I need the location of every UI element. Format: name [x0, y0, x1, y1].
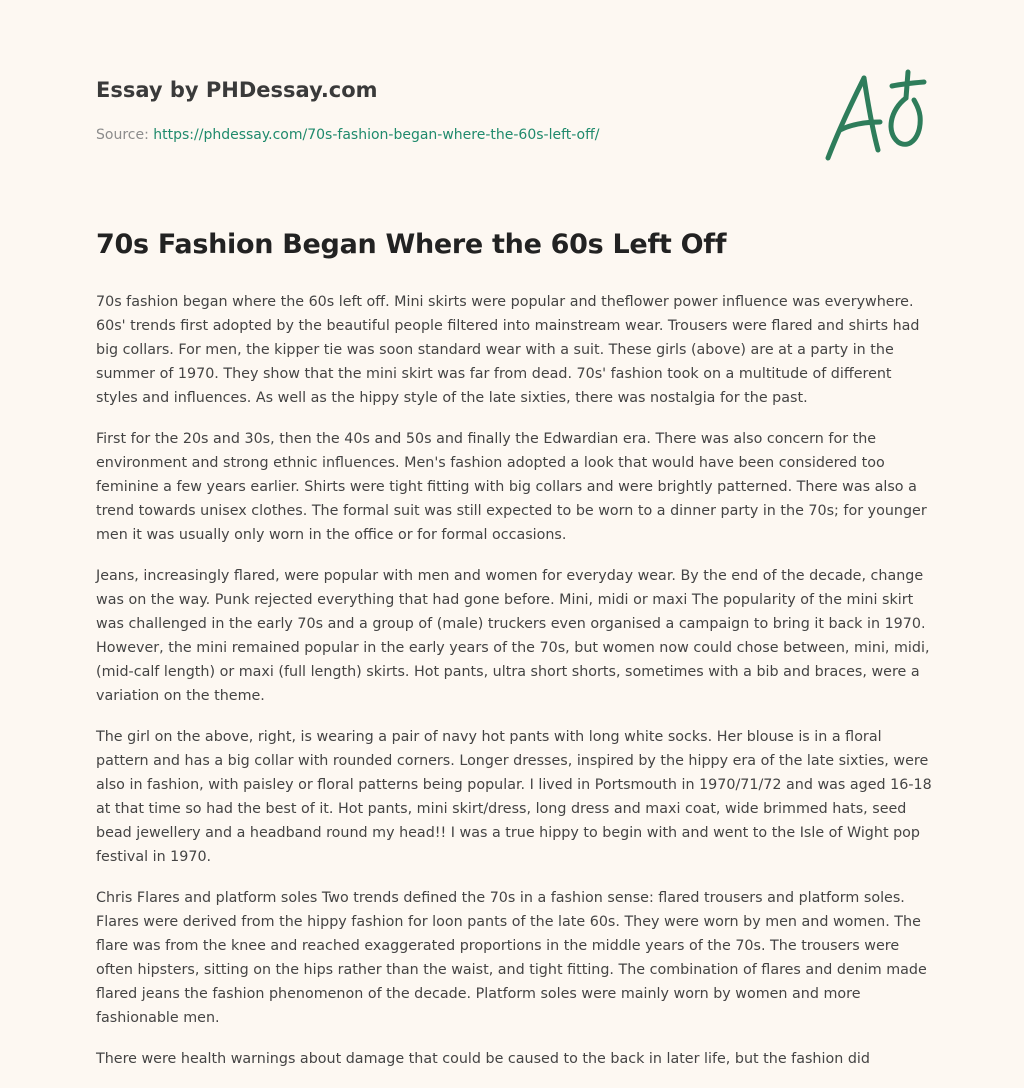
essay-paragraph: The girl on the above, right, is wearing a pair of navy hot pants with long white socks. Her blouse is in a floral pattern and has a big collar with rounded corners. Longer dresses, inspired by the hippy era of the late sixties, were also in fashion, with paisley or floral patterns being popular. I lived in Portsmouth in 1970/71/72 and was aged 16-18 at that time so had the best of it. Hot pants, mini skirt/dress, long dress and maxi coat, wide brimmed hats, seed bead jewellery and a headband round my head!! I was a true hippy to begin with and went to the Isle of Wight pop festival in 1970. [96, 729, 932, 865]
source-label: Source: [96, 127, 149, 143]
essay-paragraph: There were health warnings about damage that could be caused to the back in later life, but the fashion did [96, 1051, 870, 1067]
source-line [96, 125, 796, 145]
page-title: 70s Fashion Began Where the 60s Left Off [96, 229, 727, 260]
site-title: Essay by PHDessay.com [96, 78, 378, 102]
essay-paragraph: First for the 20s and 30s, then the 40s and 50s and finally the Edwardian era. There was also concern for the environment and strong ethnic influences. Men's fashion adopted a look that would have been considered too feminine a few years earlier. Shirts were tight fitting with big collars and were brightly patterned. There was also a trend towards unisex clothes. The formal suit was still expected to be worn to a dinner party in the 70s; for younger men it was usually only worn in the office or for formal occasions. [96, 431, 927, 543]
essay-paragraph: Chris Flares and platform soles Two trends defined the 70s in a fashion sense: flared trousers and platform soles. Flares were derived from the hippy fashion for loon pants of the late 60s. They were worn by men and women. The flare was from the knee and reached exaggerated proportions in the middle years of the 70s. The trousers were often hipsters, sitting on the hips rather than the waist, and tight fitting. The combination of flares and denim made flared jeans the fashion phenomenon of the decade. Platform soles were mainly worn by women and more fashionable men. [96, 890, 927, 1026]
a-plus-grade-icon [820, 66, 930, 166]
source-link[interactable]: https://phdessay.com/70s-fashion-began-where-the-60s-left-off/ [153, 127, 600, 143]
essay-paragraph: Jeans, increasingly flared, were popular with men and women for everyday wear. By the end of the decade, change was on the way. Punk rejected everything that had gone before. Mini, midi or maxi The popularity of the mini skirt was challenged in the early 70s and a group of (male) truckers even organised a campaign to bring it back in 1970. However, the mini remained popular in the early years of the 70s, but women now could chose between, mini, midi, (mid-calf length) or maxi (full length) skirts. Hot pants, ultra short shorts, sometimes with a bib and braces, were a variation on the theme. [96, 568, 930, 704]
essay-paragraph: 70s fashion began where the 60s left off. Mini skirts were popular and theflower power influence was everywhere. 60s' trends first adopted by the beautiful people filtered into mainstream wear. Trousers were flared and shirts had big collars. For men, the kipper tie was soon standard wear with a suit. These girls (above) are at a party in the summer of 1970. They show that the mini skirt was far from dead. 70s' fashion took on a multitude of different styles and influences. As well as the hippy style of the late sixties, there was nostalgia for the past. [96, 294, 920, 406]
essay-article [96, 226, 932, 1088]
a-plus-logo-icon [820, 66, 930, 166]
essay-header [96, 76, 796, 145]
